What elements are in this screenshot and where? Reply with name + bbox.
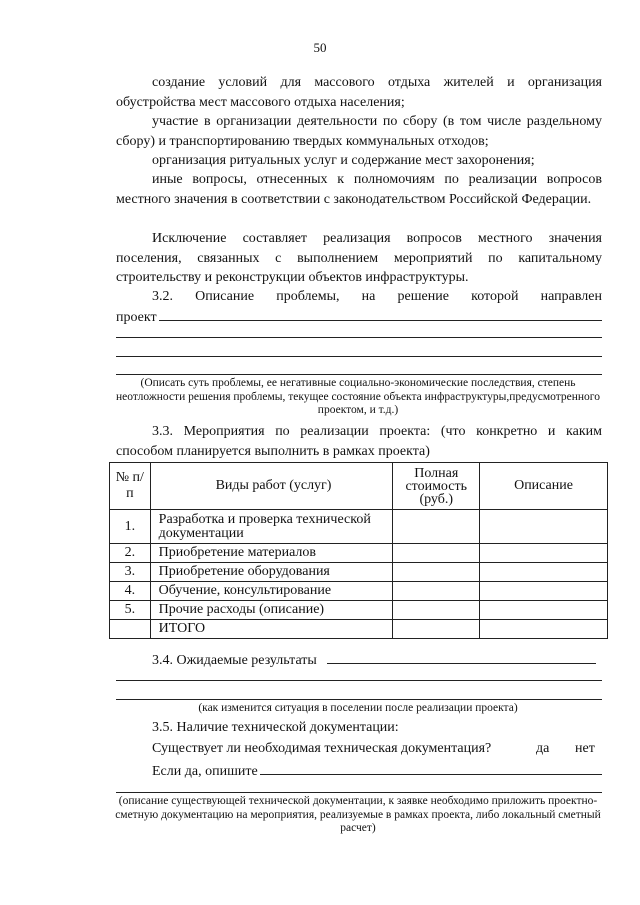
row-num: 2. (110, 544, 151, 563)
answer-no-option[interactable]: нет (575, 741, 595, 756)
table-row (110, 563, 608, 582)
section-3-2-hint: (Описать суть проблемы, ее негативные социально-экономические последствия, степень неотложности решения проблемы, текущее состояние объекта инфраструктуры,предусмотренного проектом, и т.д.) (116, 377, 600, 416)
paragraph-waste-collection: участие в организации деятельности по сбору (в том числе раздельному сбору) и транспортированию твердых коммунальных отходов; (116, 114, 602, 149)
row-num (110, 620, 151, 639)
cost-cell[interactable] (393, 601, 480, 620)
tech-docs-description-field[interactable] (260, 760, 602, 775)
row-work-name: Разработка и проверка технической документации (150, 510, 393, 544)
blank-line[interactable] (116, 337, 602, 338)
blank-line[interactable] (116, 356, 602, 357)
row-work-name: Обучение, консультирование (150, 582, 393, 601)
total-cost-cell[interactable] (393, 620, 480, 639)
total-label: ИТОГО (150, 620, 393, 639)
if-yes-line (152, 760, 602, 780)
description-cell[interactable] (480, 582, 608, 601)
cost-cell[interactable] (393, 582, 480, 601)
table-row (110, 582, 608, 601)
if-yes-label: Если да, опишите (152, 764, 258, 779)
blank-line[interactable] (116, 680, 602, 681)
header-description: Описание (480, 463, 608, 510)
row-work-name: Приобретение материалов (150, 544, 393, 563)
row-work-name: Приобретение оборудования (150, 563, 393, 582)
row-num: 5. (110, 601, 151, 620)
section-3-2-project-line (116, 306, 602, 326)
blank-line[interactable] (116, 374, 602, 375)
expected-results-field[interactable] (327, 649, 596, 664)
row-work-name: Прочие расходы (описание) (150, 601, 393, 620)
cost-cell[interactable] (393, 510, 480, 544)
section-3-4-label: 3.4. Ожидаемые результаты (152, 653, 317, 668)
description-cell[interactable] (480, 544, 608, 563)
description-cell[interactable] (480, 601, 608, 620)
section-3-4-hint: (как изменится ситуация в поселении после реализации проекта) (198, 702, 518, 714)
project-problem-field[interactable] (159, 306, 602, 321)
tech-docs-question: Существует ли необходимая техническая документация? (152, 741, 492, 756)
table-total-row (110, 620, 608, 639)
table-header-row (110, 463, 608, 510)
row-num: 1. (110, 510, 151, 544)
total-description-cell[interactable] (480, 620, 608, 639)
description-cell[interactable] (480, 563, 608, 582)
table-row (110, 510, 608, 544)
header-works: Виды работ (услуг) (150, 463, 393, 510)
header-cost: Полная стоимость (руб.) (393, 463, 480, 510)
works-table (109, 462, 608, 639)
answer-yes-option[interactable]: да (536, 741, 550, 756)
row-num: 4. (110, 582, 151, 601)
section-3-2-project-label: проект (116, 310, 157, 325)
paragraph-exception: Исключение составляет реализация вопросов местного значения поселения, связанных с выполнением мероприятий по капитальному строительству и реконструкции объектов инфраструктуры. (116, 231, 602, 285)
section-3-5-title: 3.5. Наличие технической документации: (152, 720, 399, 735)
blank-line[interactable] (116, 699, 602, 700)
paragraph-ritual-services: организация ритуальных услуг и содержание мест захоронения; (152, 153, 535, 168)
cost-cell[interactable] (393, 544, 480, 563)
paragraph-mass-recreation: создание условий для массового отдыха жителей и организация обустройства мест массового отдыха населения; (116, 75, 602, 110)
description-cell[interactable] (480, 510, 608, 544)
section-3-3-text: 3.3. Мероприятия по реализации проекта: (что конкретно и каким способом планируется выполнить в рамках проекта) (116, 424, 602, 459)
section-3-2-heading: 3.2. Описание проблемы, на решение которой направлен (152, 289, 602, 304)
row-num: 3. (110, 563, 151, 582)
paragraph-other-questions: иные вопросы, отнесенных к полномочиям по реализации вопросов местного значения в соответствии с законодательством Российской Федерации. (116, 172, 602, 207)
table-row (110, 544, 608, 563)
section-3-4-line (152, 649, 596, 669)
header-num: № п/п (110, 463, 151, 510)
section-3-5-hint: (описание существующей технической документации, к заявке необходимо приложить проектно-сметную документацию на мероприятия, реализуемые в рамках проекта, либо локальный сметный расчет) (115, 795, 601, 834)
page-number: 50 (313, 40, 327, 55)
table-row (110, 601, 608, 620)
cost-cell[interactable] (393, 563, 480, 582)
blank-line[interactable] (116, 792, 602, 793)
